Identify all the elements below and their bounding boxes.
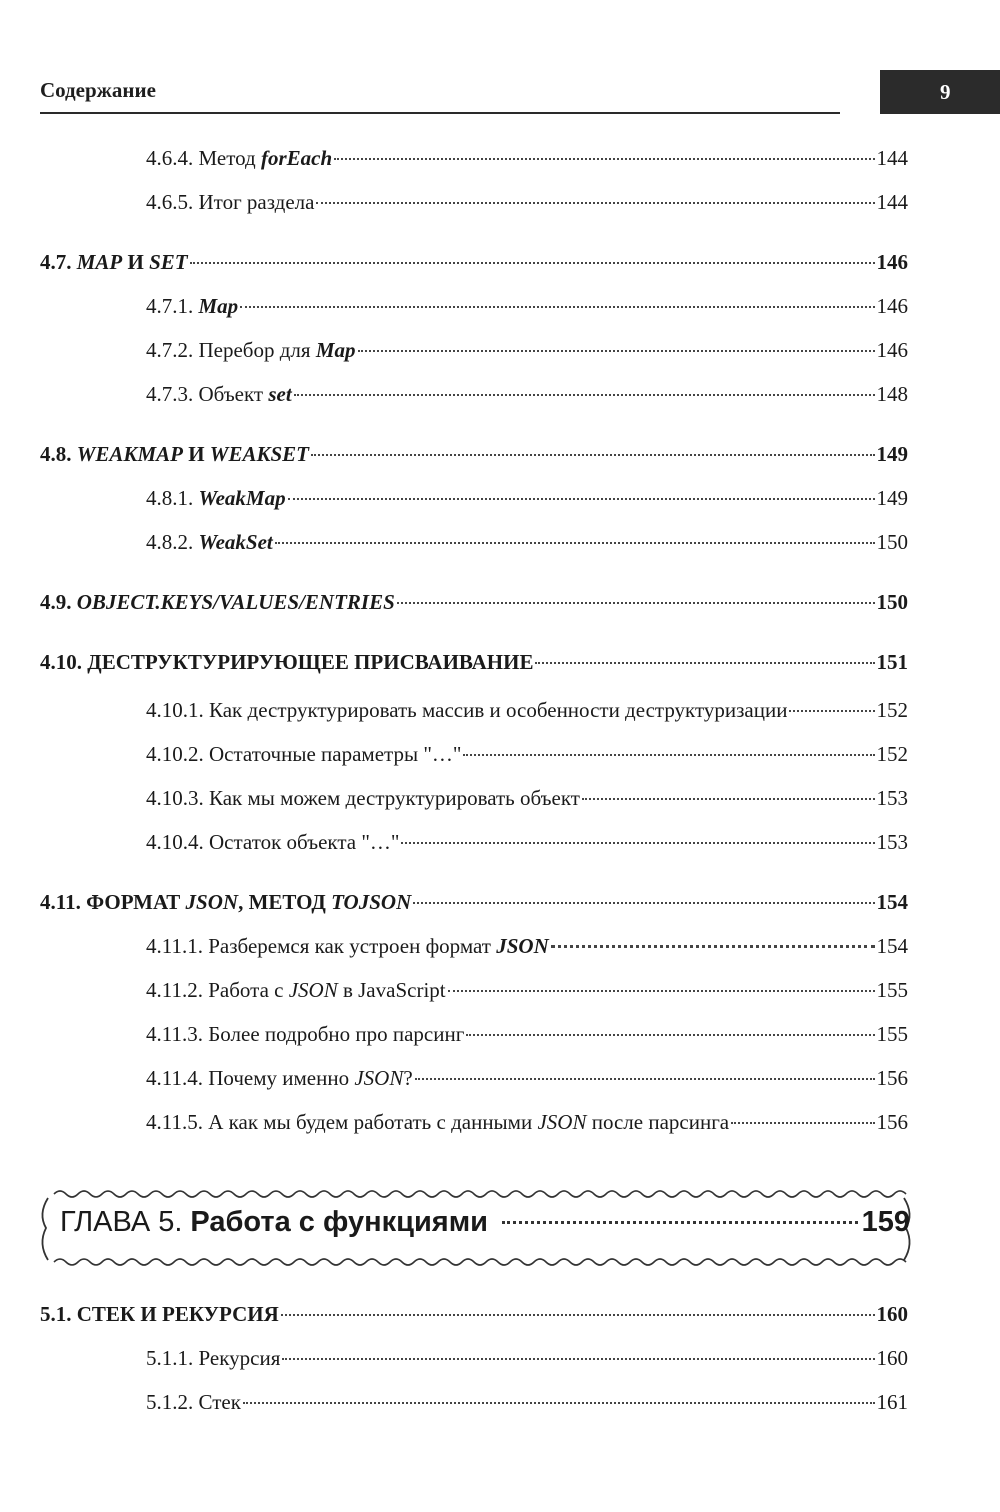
toc-entry-5-1-2[interactable]: 5.1.2. Стек 161 — [146, 1390, 908, 1414]
page-number: 9 — [880, 70, 1000, 114]
page-ref: 151 — [876, 650, 908, 674]
leader-dots — [334, 158, 874, 160]
page-ref: 152 — [876, 698, 908, 722]
leader-dots — [401, 842, 874, 844]
header-title: Содержание — [40, 78, 156, 102]
leader-dots — [415, 1078, 875, 1080]
toc-entry-4-8-2[interactable]: 4.8.2. WeakSet 150 — [146, 530, 908, 554]
page-ref: 156 — [876, 1066, 908, 1090]
toc-entry-4-7-3[interactable]: 4.7.3. Объект set 148 — [146, 382, 908, 406]
leader-dots — [551, 945, 875, 948]
page-ref: 144 — [876, 146, 908, 170]
toc-entry-4-11-2[interactable]: 4.11.2. Работа с JSON в JavaScript 155 — [146, 978, 908, 1002]
leader-dots — [448, 990, 875, 992]
page-ref: 150 — [876, 590, 908, 614]
leader-dots — [789, 710, 874, 712]
page-ref: 161 — [876, 1390, 908, 1414]
page-ref: 144 — [876, 190, 908, 214]
page-ref: 160 — [876, 1302, 908, 1326]
page-ref: 154 — [876, 934, 908, 958]
chapter-banner[interactable] — [36, 1186, 916, 1270]
leader-dots — [288, 498, 875, 500]
leader-dots — [311, 454, 874, 456]
toc-section-4-10[interactable]: 4.10. ДЕСТРУКТУРИРУЮЩЕЕ ПРИСВАИВАНИЕ 151 — [40, 650, 908, 674]
toc-section-4-9[interactable]: 4.9. OBJECT.KEYS/VALUES/ENTRIES 150 — [40, 590, 908, 614]
page-ref: 149 — [876, 442, 908, 466]
leader-dots — [413, 902, 874, 904]
toc-entry-4-10-2[interactable]: 4.10.2. Остаточные параметры "…" 152 — [146, 742, 908, 766]
toc-entry-4-11-5[interactable]: 4.11.5. А как мы будем работать с данными JSON после парсинга 156 — [146, 1110, 908, 1134]
toc-section-4-11[interactable]: 4.11. ФОРМАТ JSON, МЕТОД TOJSON 154 — [40, 890, 908, 914]
leader-dots — [502, 1221, 858, 1224]
page-ref: 160 — [876, 1346, 908, 1370]
toc-entry-5-1-1[interactable]: 5.1.1. Рекурсия 160 — [146, 1346, 908, 1370]
leader-dots — [282, 1358, 874, 1360]
page-ref: 150 — [876, 530, 908, 554]
leader-dots — [243, 1402, 875, 1404]
leader-dots — [463, 754, 874, 756]
leader-dots — [582, 798, 875, 800]
leader-dots — [240, 306, 874, 308]
page-ref: 146 — [876, 338, 908, 362]
leader-dots — [358, 350, 875, 352]
header-rule — [40, 112, 840, 114]
page-ref: 153 — [876, 830, 908, 854]
toc-section-5-1[interactable]: 5.1. СТЕК И РЕКУРСИЯ 160 — [40, 1302, 908, 1326]
page-ref: 153 — [876, 786, 908, 810]
page-ref: 159 — [861, 1206, 910, 1238]
chapter-heading — [60, 1206, 910, 1239]
page-ref: 156 — [876, 1110, 908, 1134]
leader-dots — [190, 262, 875, 264]
toc-entry-4-6-4[interactable]: 4.6.4. Метод forEach 144 — [146, 146, 908, 170]
page-ref: 148 — [876, 382, 908, 406]
toc-section-4-7[interactable]: 4.7. MAP И SET 146 — [40, 250, 908, 274]
leader-dots — [294, 394, 875, 396]
toc-entry-4-11-3[interactable]: 4.11.3. Более подробно про парсинг 155 — [146, 1022, 908, 1046]
chapter-label: ГЛАВА 5. — [60, 1206, 183, 1238]
toc-entry-4-10-1[interactable]: 4.10.1. Как деструктурировать массив и особенности деструктуризации 152 — [146, 698, 908, 722]
leader-dots — [535, 662, 874, 664]
leader-dots — [731, 1122, 874, 1124]
leader-dots — [397, 602, 875, 604]
leader-dots — [466, 1034, 874, 1036]
toc-entry-4-8-1[interactable]: 4.8.1. WeakMap 149 — [146, 486, 908, 510]
toc-entry-4-10-4[interactable]: 4.10.4. Остаток объекта "…" 153 — [146, 830, 908, 854]
page-ref: 146 — [876, 294, 908, 318]
toc-entry-4-10-3[interactable]: 4.10.3. Как мы можем деструктурировать объект 153 — [146, 786, 908, 810]
page-ref: 154 — [876, 890, 908, 914]
toc-entry-4-11-1[interactable]: 4.11.1. Разберемся как устроен формат JSON 154 — [146, 934, 908, 958]
page-ref: 155 — [876, 1022, 908, 1046]
leader-dots — [281, 1314, 875, 1316]
leader-dots — [316, 202, 874, 204]
toc-entry-4-6-5[interactable]: 4.6.5. Итог раздела 144 — [146, 190, 908, 214]
page-ref: 152 — [876, 742, 908, 766]
toc-entry-4-7-2[interactable]: 4.7.2. Перебор для Map 146 — [146, 338, 908, 362]
toc-section-4-8[interactable]: 4.8. WEAKMAP И WEAKSET 149 — [40, 442, 908, 466]
chapter-title: Работа с функциями — [190, 1206, 488, 1238]
running-header — [40, 70, 1000, 114]
toc-entry-4-7-1[interactable]: 4.7.1. Map 146 — [146, 294, 908, 318]
leader-dots — [275, 542, 875, 544]
page-ref: 155 — [876, 978, 908, 1002]
page-ref: 149 — [876, 486, 908, 510]
page-ref: 146 — [876, 250, 908, 274]
toc-entry-4-11-4[interactable]: 4.11.4. Почему именно JSON? 156 — [146, 1066, 908, 1090]
